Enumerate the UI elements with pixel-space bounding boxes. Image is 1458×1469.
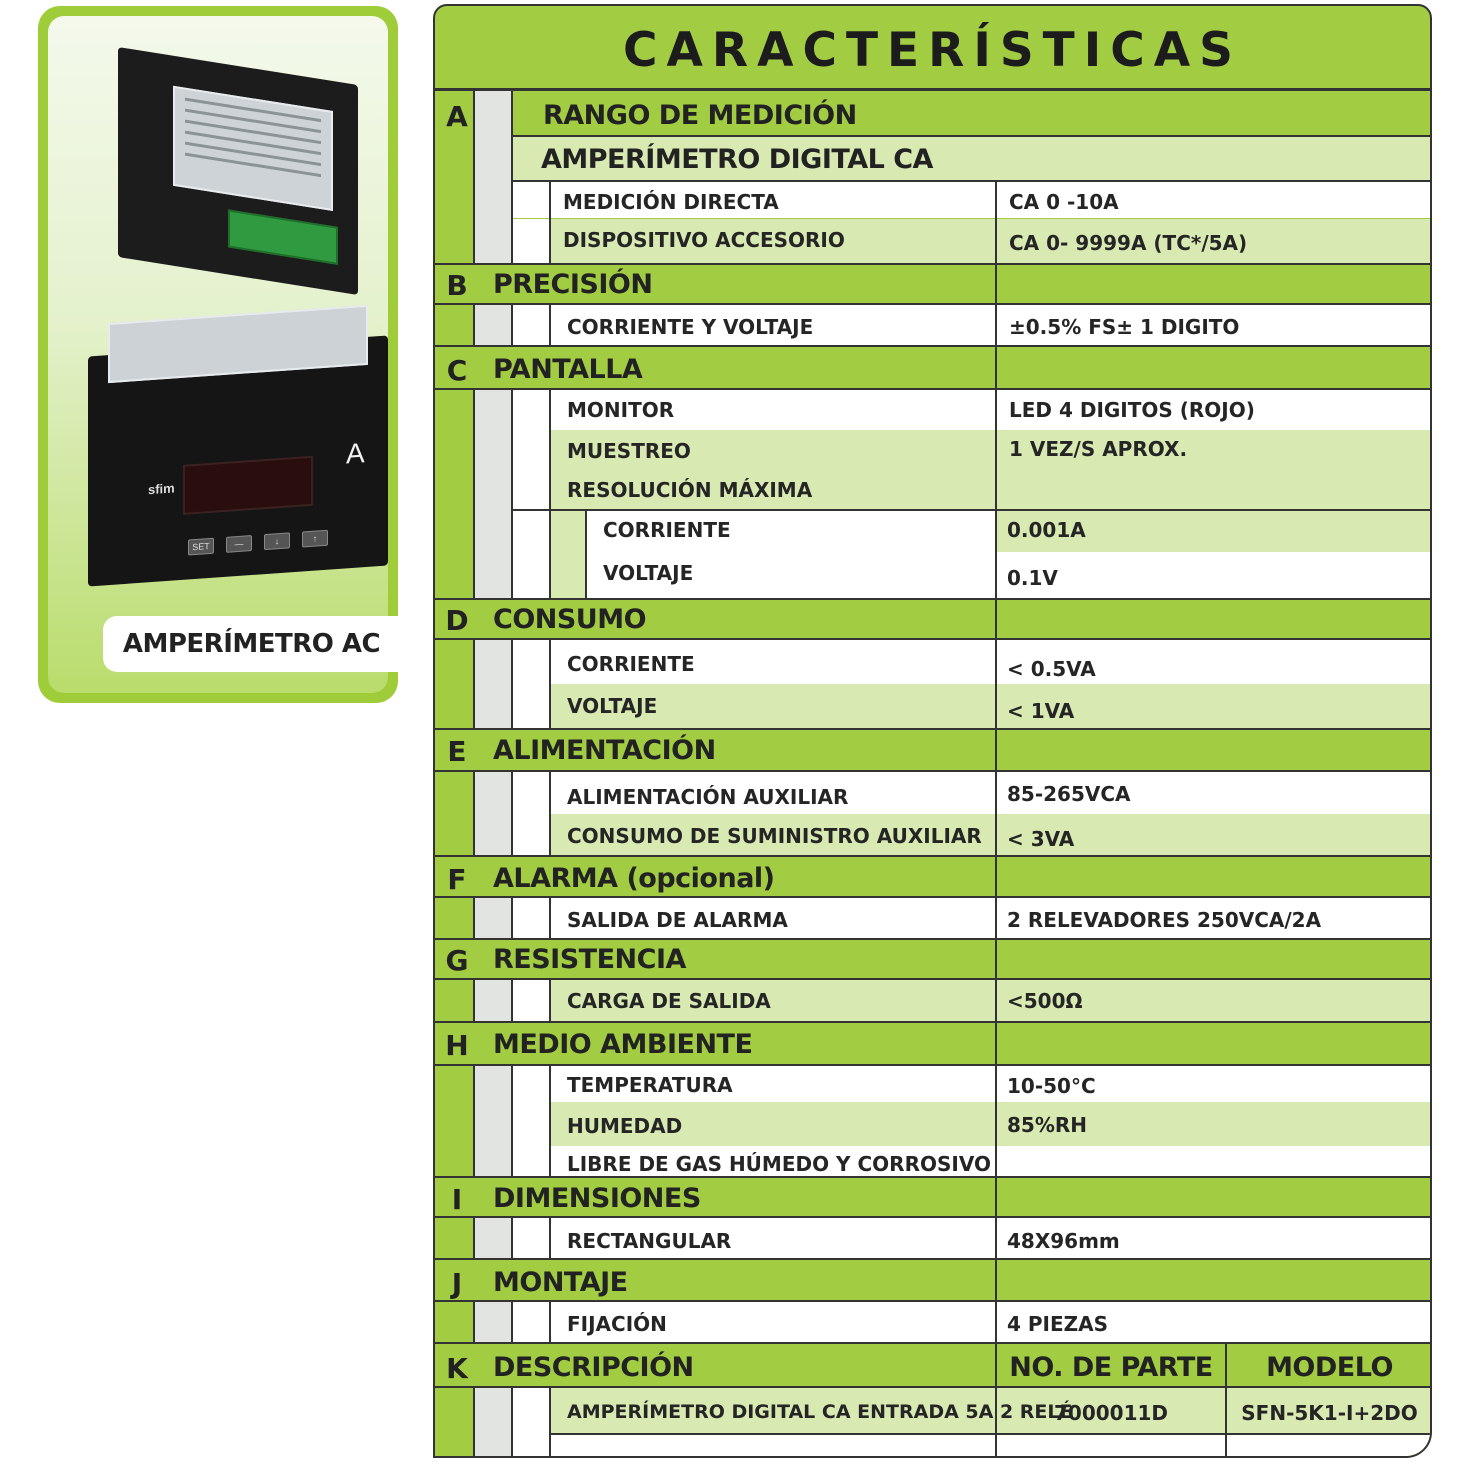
grid-line: [435, 388, 1432, 390]
device-set-button: SET: [188, 538, 214, 556]
spec-label: HUMEDAD: [567, 1114, 683, 1138]
product-card: [38, 6, 398, 703]
grid-line: [551, 1433, 1432, 1435]
section-header: PANTALLA: [493, 354, 643, 385]
spec-sublabel: VOLTAJE: [603, 561, 694, 585]
spec-value: LED 4 DIGITOS (ROJO): [1009, 398, 1255, 422]
grid-line: [435, 1021, 1432, 1023]
section-letter: F: [447, 863, 467, 896]
device-minus-button: —: [226, 535, 252, 553]
k-row2-bg: [551, 1434, 1432, 1458]
spec-label: CORRIENTE Y VOLTAJE: [567, 315, 814, 339]
device-front-photo: [88, 336, 388, 587]
g-grey: [475, 980, 513, 1021]
h-row2-bg: [551, 1102, 1432, 1146]
grid-line: [511, 1066, 513, 1176]
k-grey: [475, 1388, 513, 1458]
c-sub-strip: [551, 510, 587, 598]
section-letter: B: [446, 269, 468, 302]
grid-line: [435, 896, 1432, 898]
device-rear-label: [173, 86, 333, 211]
grid-line: [473, 898, 475, 938]
grid-line: [435, 598, 1432, 600]
spec-value: < 1VA: [1007, 699, 1075, 723]
grid-line: [511, 303, 513, 347]
spec-value: 85%RH: [1007, 1113, 1088, 1137]
section-subheader: AMPERÍMETRO DIGITAL CA: [541, 144, 933, 175]
section-letter: E: [447, 735, 467, 768]
spec-value: 2 RELEVADORES 250VCA/2A: [1007, 908, 1322, 932]
grid-line: [435, 1064, 1432, 1066]
e-blank: [513, 814, 551, 855]
grid-line: [435, 1342, 1432, 1344]
grid-line: [435, 88, 1432, 91]
grid-line: [511, 980, 513, 1021]
b-grey: [475, 305, 513, 345]
spec-label: CARGA DE SALIDA: [567, 989, 771, 1013]
grid-line: [435, 345, 1432, 347]
section-letter: G: [445, 944, 469, 977]
a-blank: [513, 219, 551, 263]
spec-label: DISPOSITIVO ACCESORIO: [563, 228, 845, 252]
section-letter: J: [451, 1267, 463, 1300]
spec-value: < 3VA: [1007, 827, 1075, 851]
grid-line: [435, 728, 1432, 730]
section-letter: C: [446, 354, 468, 387]
section-header: RANGO DE MEDICIÓN: [543, 100, 857, 131]
device-brand-logo: sfim: [148, 480, 175, 498]
grid-line: [435, 638, 1432, 640]
grid-line: [435, 1300, 1432, 1302]
grid-line: [435, 1386, 1432, 1388]
grid-line: [435, 303, 1432, 305]
spec-sublabel: CORRIENTE: [603, 518, 731, 542]
device-unit-label: A: [346, 437, 365, 470]
grid-line: [473, 1066, 475, 1176]
grid-line: [995, 347, 997, 640]
spec-value: 4 PIEZAS: [1007, 1312, 1109, 1336]
section-letter: A: [446, 100, 468, 133]
section-letter: I: [451, 1183, 463, 1216]
spec-label: LIBRE DE GAS HÚMEDO Y CORROSIVO: [567, 1152, 991, 1176]
grid-line: [473, 1302, 475, 1342]
spec-label: CORRIENTE: [567, 652, 695, 676]
grid-line: [549, 1066, 551, 1176]
section-letter: H: [445, 1029, 469, 1062]
device-rear-photo: [118, 47, 358, 295]
spec-label: ALIMENTACIÓN AUXILIAR: [567, 785, 849, 809]
grid-line: [549, 303, 551, 347]
i-grey: [475, 1218, 513, 1258]
spec-value: CA 0 -10A: [1009, 190, 1119, 214]
section-letter: D: [445, 604, 469, 637]
grid-line: [435, 938, 1432, 940]
grid-line: [511, 772, 513, 855]
f-grey: [475, 898, 513, 938]
spec-value: <500Ω: [1007, 989, 1083, 1013]
grid-line: [549, 1388, 551, 1458]
spec-label: MONITOR: [567, 398, 675, 422]
grid-line: [511, 898, 513, 938]
grid-line: [549, 390, 551, 598]
part-number: 7000011D: [1053, 1401, 1168, 1425]
j-grey: [475, 1302, 513, 1342]
spec-label: TEMPERATURA: [567, 1073, 733, 1097]
d-row2-bg: [551, 684, 1432, 728]
grid-line: [549, 980, 551, 1021]
grid-line: [473, 1218, 475, 1258]
grid-line: [511, 1388, 513, 1458]
spec-label: MEDICIÓN DIRECTA: [563, 190, 779, 214]
g-blank: [513, 980, 551, 1021]
section-header: CONSUMO: [493, 604, 647, 635]
grid-line: [549, 640, 551, 728]
grid-line: [473, 980, 475, 1021]
spec-value: 0.1V: [1007, 566, 1058, 590]
section-header: RESISTENCIA: [493, 944, 686, 975]
device-led-screen: [183, 456, 313, 515]
device-down-button: ↓: [264, 532, 290, 550]
grid-line: [549, 1218, 551, 1258]
section-header: MONTAJE: [493, 1267, 628, 1298]
d-blank: [513, 684, 551, 728]
h-blank: [513, 1102, 551, 1176]
grid-line: [435, 263, 1432, 265]
spec-value: 85-265VCA: [1007, 782, 1131, 806]
spec-label: MUESTREO: [567, 439, 691, 463]
grid-line: [549, 898, 551, 938]
section-header: MEDIO AMBIENTE: [493, 1029, 753, 1060]
device-up-button: ↑: [302, 530, 328, 548]
grid-line: [435, 1258, 1432, 1260]
section-letter: K: [446, 1352, 468, 1385]
grid-line: [435, 1216, 1432, 1218]
section-header: PRECISIÓN: [493, 269, 653, 300]
grid-line: [511, 640, 513, 728]
product-card-inner: [48, 16, 388, 693]
grid-line: [513, 180, 1432, 182]
section-header: DESCRIPCIÓN: [493, 1352, 694, 1383]
model-number: SFN-5K1-I+2DO: [1241, 1401, 1418, 1425]
grid-line: [435, 978, 1432, 980]
c-blank: [513, 430, 551, 598]
grid-line: [995, 180, 997, 263]
spec-label: FIJACIÓN: [567, 1312, 667, 1336]
spec-value: 1 VEZ/S APROX.: [1009, 437, 1188, 461]
spec-value: < 0.5VA: [1007, 657, 1096, 681]
spec-label: CONSUMO DE SUMINISTRO AUXILIAR: [567, 824, 982, 848]
grid-line: [549, 180, 551, 263]
grid-line: [473, 772, 475, 855]
section-header: ALIMENTACIÓN: [493, 735, 716, 766]
spec-table: [433, 4, 1432, 1458]
spec-value: 0.001A: [1007, 518, 1086, 542]
grid-line: [473, 1388, 475, 1458]
device-terminal-block: [228, 209, 338, 264]
k-blank: [513, 1388, 551, 1458]
grid-line: [473, 303, 475, 347]
column-header-model: MODELO: [1266, 1352, 1393, 1383]
grid-line: [995, 640, 997, 1400]
grid-line: [513, 509, 1432, 511]
spec-value: ±0.5% FS± 1 DIGITO: [1009, 315, 1240, 339]
grid-line: [585, 509, 587, 598]
spec-label: RESOLUCIÓN MÁXIMA: [567, 478, 813, 502]
grid-line: [473, 640, 475, 728]
grid-line: [511, 1218, 513, 1258]
spec-label: SALIDA DE ALARMA: [567, 908, 788, 932]
grid-line: [549, 1302, 551, 1342]
grid-line: [549, 772, 551, 855]
product-card-label: AMPERÍMETRO AC: [103, 616, 400, 672]
grid-line: [435, 855, 1432, 857]
spec-label: AMPERÍMETRO DIGITAL CA ENTRADA 5A 2 RELÉ: [567, 1401, 1073, 1423]
h-grey: [475, 1066, 513, 1176]
grid-line: [511, 90, 513, 263]
spec-label: VOLTAJE: [567, 694, 658, 718]
spec-label: RECTANGULAR: [567, 1229, 732, 1253]
c-grey: [475, 390, 513, 598]
grid-line: [995, 263, 997, 347]
grid-line: [513, 135, 1432, 137]
a-grey-strip: [475, 90, 513, 263]
grid-line: [511, 390, 513, 598]
d-grey: [475, 640, 513, 728]
section-header: DIMENSIONES: [493, 1183, 701, 1214]
column-header-part: NO. DE PARTE: [1009, 1352, 1213, 1383]
spec-value: CA 0- 9999A (TC*/5A): [1009, 231, 1248, 255]
spec-value: 48X96mm: [1007, 1229, 1120, 1253]
spec-value: 10-50°C: [1007, 1074, 1096, 1098]
spec-title: CARACTERÍSTICAS: [623, 23, 1242, 78]
grid-line: [473, 390, 475, 598]
grid-line: [511, 1302, 513, 1342]
section-header: ALARMA (opcional): [493, 863, 775, 894]
grid-line: [435, 1176, 1432, 1178]
device-top-label: [108, 305, 368, 383]
e-grey: [475, 772, 513, 855]
grid-line: [435, 770, 1432, 772]
